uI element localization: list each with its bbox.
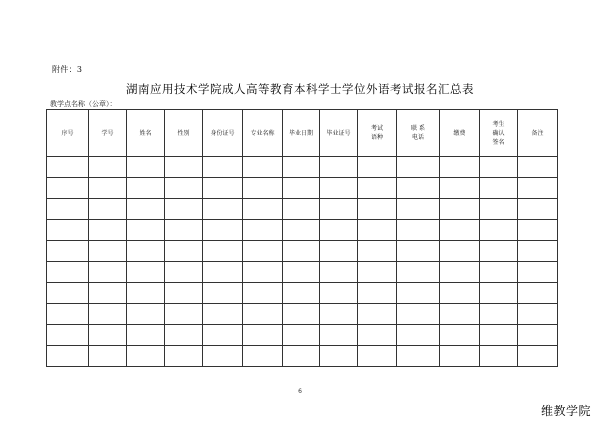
- table-cell[interactable]: [89, 283, 127, 304]
- table-row: [47, 199, 558, 220]
- table-cell[interactable]: [47, 220, 89, 241]
- table-cell[interactable]: [320, 283, 358, 304]
- table-cell[interactable]: [47, 199, 89, 220]
- table-cell[interactable]: [397, 262, 440, 283]
- table-cell[interactable]: [47, 325, 89, 346]
- table-cell[interactable]: [480, 262, 518, 283]
- table-row: [47, 157, 558, 178]
- table-cell[interactable]: [440, 157, 480, 178]
- table-row: [47, 283, 558, 304]
- table-cell[interactable]: [127, 304, 165, 325]
- table-cell[interactable]: [320, 157, 358, 178]
- table-cell[interactable]: [440, 304, 480, 325]
- header-diploma-number: 毕业证号: [320, 110, 358, 157]
- table-cell[interactable]: [203, 220, 243, 241]
- table-cell[interactable]: [358, 199, 397, 220]
- table-cell[interactable]: [397, 241, 440, 262]
- table-cell[interactable]: [480, 283, 518, 304]
- table-cell[interactable]: [203, 346, 243, 367]
- table-cell[interactable]: [397, 178, 440, 199]
- table-cell[interactable]: [47, 283, 89, 304]
- table-cell[interactable]: [518, 178, 558, 199]
- watermark-text: 维教学院: [540, 404, 591, 418]
- table-cell[interactable]: [440, 325, 480, 346]
- table-cell[interactable]: [203, 241, 243, 262]
- table-cell[interactable]: [203, 178, 243, 199]
- table-cell[interactable]: [203, 325, 243, 346]
- table-cell[interactable]: [518, 325, 558, 346]
- table-cell[interactable]: [358, 262, 397, 283]
- table-cell[interactable]: [89, 220, 127, 241]
- table-cell[interactable]: [320, 346, 358, 367]
- table-cell[interactable]: [283, 199, 320, 220]
- table-cell[interactable]: [127, 262, 165, 283]
- table-cell[interactable]: [243, 346, 283, 367]
- table-cell[interactable]: [243, 283, 283, 304]
- header-contact-phone: 联 系 电话: [397, 110, 440, 157]
- header-name: 姓名: [127, 110, 165, 157]
- table-cell[interactable]: [127, 178, 165, 199]
- table-cell[interactable]: [203, 157, 243, 178]
- header-graduation-date: 毕业日期: [283, 110, 320, 157]
- table-cell[interactable]: [358, 178, 397, 199]
- header-gender: 性别: [165, 110, 203, 157]
- table-cell[interactable]: [243, 241, 283, 262]
- table-cell[interactable]: [283, 283, 320, 304]
- table-cell[interactable]: [440, 262, 480, 283]
- table-cell[interactable]: [518, 262, 558, 283]
- table-cell[interactable]: [518, 346, 558, 367]
- table-row: [47, 178, 558, 199]
- table-cell[interactable]: [440, 346, 480, 367]
- document-title: 湖南应用技术学院成人高等教育本科学士学位外语考试报名汇总表: [126, 82, 474, 96]
- institution-label: 教学点名称（公章）：: [50, 100, 117, 108]
- table-row: [47, 262, 558, 283]
- table-cell[interactable]: [397, 283, 440, 304]
- table-cell[interactable]: [47, 241, 89, 262]
- table-cell[interactable]: [440, 178, 480, 199]
- table-cell[interactable]: [47, 262, 89, 283]
- table-body: [47, 157, 558, 367]
- header-remarks: 备注: [518, 110, 558, 157]
- table-cell[interactable]: [283, 178, 320, 199]
- header-major: 专业名称: [243, 110, 283, 157]
- table-cell[interactable]: [283, 241, 320, 262]
- table-cell[interactable]: [320, 199, 358, 220]
- table-cell[interactable]: [243, 304, 283, 325]
- table-cell[interactable]: [165, 199, 203, 220]
- table-cell[interactable]: [89, 157, 127, 178]
- table-cell[interactable]: [397, 199, 440, 220]
- table-cell[interactable]: [203, 262, 243, 283]
- table-cell[interactable]: [440, 199, 480, 220]
- table-cell[interactable]: [440, 241, 480, 262]
- table-cell[interactable]: [440, 283, 480, 304]
- table-cell[interactable]: [480, 304, 518, 325]
- table-cell[interactable]: [165, 304, 203, 325]
- header-exam-language: 考试 语种: [358, 110, 397, 157]
- table-cell[interactable]: [89, 346, 127, 367]
- table-cell[interactable]: [127, 199, 165, 220]
- table-cell[interactable]: [358, 346, 397, 367]
- table-cell[interactable]: [480, 157, 518, 178]
- table-cell[interactable]: [165, 283, 203, 304]
- table-cell[interactable]: [89, 178, 127, 199]
- table-cell[interactable]: [397, 220, 440, 241]
- table-cell[interactable]: [440, 220, 480, 241]
- header-seq: 序号: [47, 110, 89, 157]
- table-cell[interactable]: [127, 241, 165, 262]
- table-cell[interactable]: [283, 262, 320, 283]
- table-cell[interactable]: [243, 262, 283, 283]
- table-cell[interactable]: [283, 157, 320, 178]
- table-cell[interactable]: [358, 241, 397, 262]
- table-cell[interactable]: [165, 157, 203, 178]
- table-cell[interactable]: [480, 346, 518, 367]
- table-cell[interactable]: [127, 325, 165, 346]
- table-cell[interactable]: [165, 262, 203, 283]
- table-cell[interactable]: [127, 346, 165, 367]
- table-cell[interactable]: [480, 220, 518, 241]
- table-cell[interactable]: [358, 157, 397, 178]
- table-cell[interactable]: [518, 283, 558, 304]
- table-cell[interactable]: [127, 157, 165, 178]
- table-cell[interactable]: [358, 325, 397, 346]
- table-cell[interactable]: [480, 178, 518, 199]
- table-cell[interactable]: [283, 304, 320, 325]
- table-cell[interactable]: [243, 220, 283, 241]
- table-cell[interactable]: [89, 304, 127, 325]
- header-row: [47, 110, 558, 157]
- table-cell[interactable]: [243, 325, 283, 346]
- table-cell[interactable]: [165, 220, 203, 241]
- table-cell[interactable]: [203, 199, 243, 220]
- table-cell[interactable]: [89, 262, 127, 283]
- table-cell[interactable]: [203, 304, 243, 325]
- table-cell[interactable]: [518, 199, 558, 220]
- table-cell[interactable]: [518, 157, 558, 178]
- table-cell[interactable]: [283, 346, 320, 367]
- table-cell[interactable]: [397, 325, 440, 346]
- table-row: [47, 325, 558, 346]
- table-cell[interactable]: [358, 220, 397, 241]
- table-cell[interactable]: [165, 346, 203, 367]
- table-cell[interactable]: [358, 304, 397, 325]
- header-candidate-signature: 考生 确认 签名: [480, 110, 518, 157]
- table-cell[interactable]: [518, 304, 558, 325]
- table-cell[interactable]: [47, 178, 89, 199]
- table-cell[interactable]: [243, 178, 283, 199]
- header-id-number: 身份证号: [203, 110, 243, 157]
- table-cell[interactable]: [47, 157, 89, 178]
- table-cell[interactable]: [518, 220, 558, 241]
- table-cell[interactable]: [518, 241, 558, 262]
- table-cell[interactable]: [480, 325, 518, 346]
- table-cell[interactable]: [480, 241, 518, 262]
- table-cell[interactable]: [165, 241, 203, 262]
- table-cell[interactable]: [283, 325, 320, 346]
- header-fee: 缴费: [440, 110, 480, 157]
- table-cell[interactable]: [320, 325, 358, 346]
- table-cell[interactable]: [320, 241, 358, 262]
- table-cell[interactable]: [320, 262, 358, 283]
- table-cell[interactable]: [397, 304, 440, 325]
- table-cell[interactable]: [89, 241, 127, 262]
- table-cell[interactable]: [283, 220, 320, 241]
- table-cell[interactable]: [165, 178, 203, 199]
- table-cell[interactable]: [397, 346, 440, 367]
- table-cell[interactable]: [127, 220, 165, 241]
- table-cell[interactable]: [320, 178, 358, 199]
- page-number: 6: [298, 388, 302, 395]
- table-cell[interactable]: [320, 220, 358, 241]
- table-cell[interactable]: [320, 304, 358, 325]
- header-student-id: 学号: [89, 110, 127, 157]
- table-cell[interactable]: [47, 346, 89, 367]
- table-cell[interactable]: [203, 283, 243, 304]
- table-cell[interactable]: [243, 199, 283, 220]
- attachment-label: 附件：3: [52, 65, 83, 74]
- table-cell[interactable]: [47, 304, 89, 325]
- table-cell[interactable]: [165, 325, 203, 346]
- table-row: [47, 304, 558, 325]
- table-row: [47, 220, 558, 241]
- table-row: [47, 241, 558, 262]
- table-cell[interactable]: [89, 325, 127, 346]
- table-cell[interactable]: [358, 283, 397, 304]
- table-cell[interactable]: [243, 157, 283, 178]
- table-row: [47, 346, 558, 367]
- registration-summary-table: [46, 109, 558, 367]
- table-cell[interactable]: [127, 283, 165, 304]
- table-cell[interactable]: [89, 199, 127, 220]
- table-cell[interactable]: [397, 157, 440, 178]
- table-cell[interactable]: [480, 199, 518, 220]
